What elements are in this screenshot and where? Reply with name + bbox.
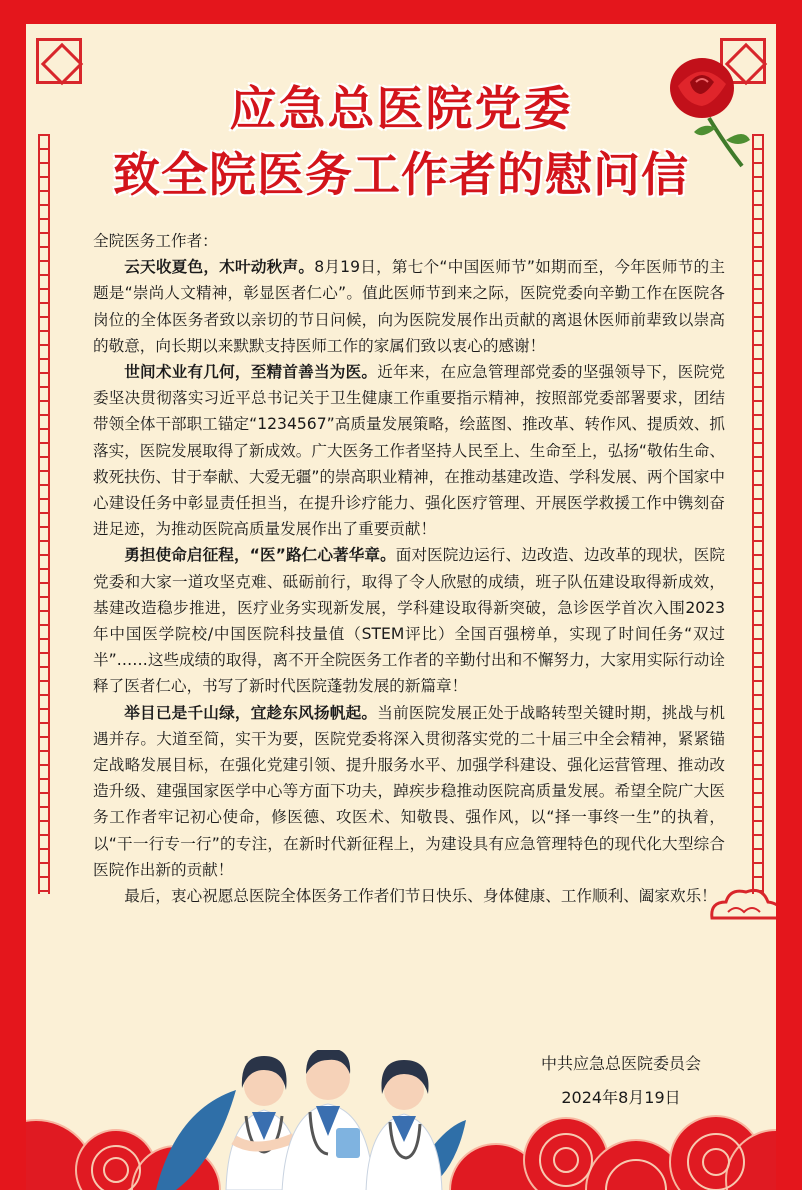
- title-line-2: 致全院医务工作者的慰问信: [113, 148, 689, 203]
- letter-paragraph: [93, 700, 725, 883]
- paragraph-body: 面对医院边运行、边改造、边改革的现状，医院党委和大家一道攻坚克难、砥砺前行，取得了令人欣慰的成绩，班子队伍建设取得新成效，基建改造稳步推进，医疗业务实现新发展，学科建设取得新突破，急诊医学首次入围2023年中国医学院校/中国医院科技量值（STEM评比）全国百强榜单，实现了时间任务“双过半”……这些成绩的取得，离不开全院医务工作者的辛勤付出和不懈努力，大家用实际行动诠释了医者仁心，书写了新时代医院蓬勃发展的新篇章！: [93, 546, 725, 696]
- bottom-illustration: [26, 1050, 776, 1190]
- paragraph-lead: 世间术业有几何，至精首善当为医。: [124, 363, 378, 382]
- paragraph-body: 8月19日，第七个“中国医师节”如期而至，今年医师节的主题是“崇尚人文精神，彰显医者仁心”。值此医师节到来之际，医院党委向辛勤工作在医院各岗位的全体医务者致以亲切的节日问候，向为医院发展作出贡献的离退休医师前辈致以崇高的敬意，向长期以来默默支持医师工作的家属们致以衷心的感谢！: [93, 258, 725, 355]
- paragraph-body: 最后，衷心祝愿总医院全体医务工作者们节日快乐、身体健康、工作顺利、阖家欢乐！: [124, 887, 717, 906]
- signature-org: 中共应急总医院委员会: [540, 1054, 701, 1073]
- lattice-border-right: [752, 134, 764, 894]
- lattice-border-left: [38, 134, 50, 894]
- letter-paragraph: [93, 359, 725, 542]
- paragraph-lead: 勇担使命启征程，“医”路仁心著华章。: [124, 546, 396, 565]
- letter-paragraph: [93, 542, 725, 699]
- paragraph-lead: 云天收夏色，木叶动秋声。: [124, 258, 315, 277]
- letter-paragraph: [93, 254, 725, 359]
- title-line-1: 应急总医院党委: [229, 82, 573, 137]
- letter-paragraph: [93, 883, 725, 909]
- signature-date: 2024年8月19日: [561, 1088, 681, 1107]
- poster-background: [26, 24, 776, 1190]
- paragraph-body: 近年来，在应急管理部党委的坚强领导下，医院党委坚决贯彻落实习近平总书记关于卫生健康工作重要指示精神，按照部党委部署要求，团结带领全体干部职工锚定“1234567”高质量发展策略，绘蓝图、推改革、转作风、提质效、抓落实，医院发展取得了新成效。广大医务工作者坚持人民至上、生命至上，弘扬“敬佑生命、救死扶伤、甘于奉献、大爱无疆”的崇高职业精神，在推动基建改造、学科发展、两个国家中心建设任务中彰显责任担当，在提升诊疗能力、强化医疗管理、开展医学救援工作中镌刻奋进足迹，为推动医院高质量发展作出了重要贡献！: [93, 363, 725, 539]
- doctor-icon: [366, 1060, 442, 1190]
- letter-greeting: 全院医务工作者：: [93, 232, 218, 250]
- cloud-icon: [706, 882, 776, 932]
- paragraph-lead: 举目已是千山绿，宜趁东风扬帆起。: [124, 703, 378, 722]
- paragraph-body: 当前医院发展正处于战略转型关键时期，挑战与机遇并存。大道至简，实干为要，医院党委将深入贯彻落实党的二十届三中全会精神，紧紧锚定战略发展目标，在强化党建引领、提升服务水平、加强学科建设、强化运营管理、推动改造升级、建强国家医学中心等方面下功夫，踔疾步稳推动医院高质量发展。希望全院广大医务工作者牢记初心使命，修医德、攻医术、知敬畏、强作风，以“择一事终一生”的执着，以“干一行专一行”的专注，在新时代新征程上，为建设具有应急管理特色的现代化大型综合医院作出新的贡献！: [93, 703, 725, 879]
- letter-body: [93, 228, 725, 909]
- doctor-icon: [282, 1050, 374, 1190]
